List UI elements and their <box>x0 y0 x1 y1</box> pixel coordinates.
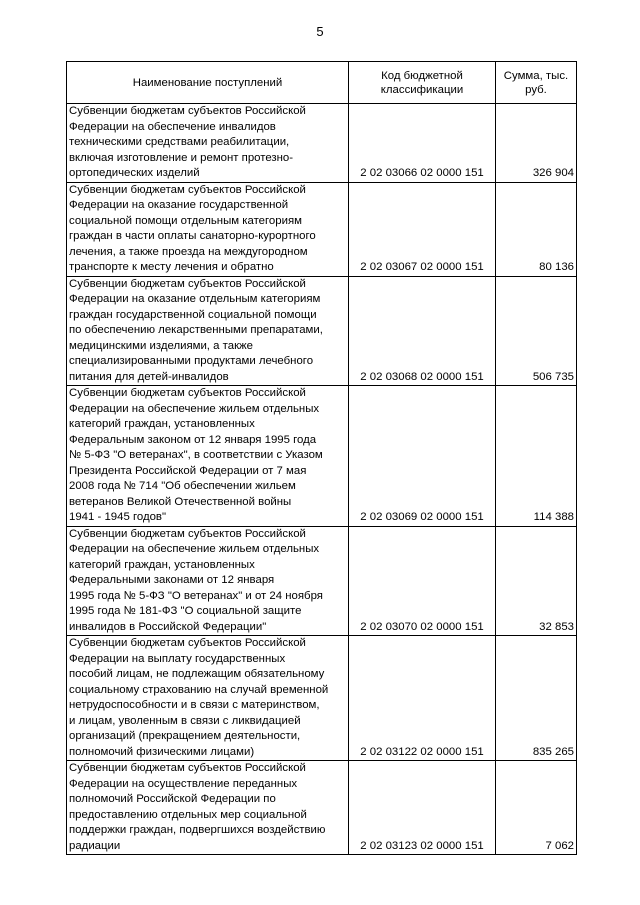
table-row <box>67 182 577 276</box>
revenue-name-line: техническими средствами реабилитации, <box>69 136 290 148</box>
revenue-name-line: Федерации на оказание государственной <box>69 199 289 211</box>
budget-code-cell: 2 02 03066 02 0000 151 <box>349 104 496 183</box>
revenue-name-line: № 5-ФЗ "О ветеранах", в соответствии с Указом <box>69 449 323 461</box>
table-row <box>67 636 577 761</box>
revenue-name-line: транспорте к месту лечения и обратно <box>69 261 274 273</box>
revenue-name-line: пособий лицам, не подлежащим обязательному <box>69 668 325 680</box>
revenue-name-line: Субвенции бюджетам субъектов Российской <box>69 183 306 196</box>
budget-code-cell: 2 02 03067 02 0000 151 <box>349 182 496 276</box>
revenue-name-line: Федерации на выплату государственных <box>69 652 286 665</box>
revenue-name-line: медицинскими изделиями, а также <box>69 339 254 352</box>
revenue-name-line: Субвенции бюджетам субъектов Российской <box>69 105 306 117</box>
revenue-name-line: ветеранов Великой Отечественной войны <box>69 495 292 508</box>
amount-cell: 326 904 <box>496 104 577 183</box>
revenue-name-line: ортопедических изделий <box>69 167 200 179</box>
revenue-name-line: и лицам, уволенным в связи с ликвидацией <box>69 714 301 727</box>
revenue-name-line: граждан государственной социальной помощи <box>69 308 317 321</box>
page-number: 5 <box>316 24 324 39</box>
amount-cell: 835 265 <box>496 636 577 761</box>
budget-code-cell: 2 02 03068 02 0000 151 <box>349 276 496 386</box>
revenue-name-line: полномочий физическими лицами) <box>69 745 255 758</box>
revenue-name-line: Федерации на осуществление переданных <box>69 777 298 790</box>
revenue-name-cell <box>67 636 349 761</box>
revenue-name-line: питания для детей-инвалидов <box>69 370 229 383</box>
revenue-name-line: социальной помощи отдельным категориям <box>69 214 302 227</box>
revenue-name-line: инвалидов в Российской Федерации" <box>69 620 267 633</box>
revenue-name-line: организаций (прекращением деятельности, <box>69 730 301 742</box>
revenue-name-cell <box>67 761 349 855</box>
table-row <box>67 526 577 636</box>
revenue-name-line: поддержки граждан, подвергшихся воздействию <box>69 824 326 836</box>
table-row <box>67 276 577 386</box>
revenue-name-line: категорий граждан, установленных <box>69 418 255 430</box>
revenue-name-line: по обеспечению лекарственными препаратами, <box>69 324 323 336</box>
budget-revenue-table <box>66 61 577 855</box>
revenue-name-line: Федерации на обеспечение инвалидов <box>69 120 276 133</box>
amount-cell: 114 388 <box>496 386 577 527</box>
table-row <box>67 761 577 855</box>
budget-code-cell: 2 02 03070 02 0000 151 <box>349 526 496 636</box>
revenue-name-line: специализированными продуктами лечебного <box>69 355 314 367</box>
table-header-row <box>67 62 577 104</box>
revenue-name-line: 1995 года № 181-ФЗ "О социальной защите <box>69 605 302 617</box>
revenue-name-line: Федеральными законами от 12 января <box>69 574 275 586</box>
header-budget-code: Код бюджетной классификации <box>349 62 496 104</box>
table-body <box>67 104 577 855</box>
revenue-name-line: включая изготовление и ремонт протезно- <box>69 151 294 164</box>
revenue-name-line: 2008 года № 714 "Об обеспечении жильем <box>69 480 296 492</box>
revenue-name-cell <box>67 276 349 386</box>
revenue-name-line: лечения, а также проезда на междугородном <box>69 245 308 258</box>
revenue-name-line: полномочий Российской Федерации по <box>69 793 276 805</box>
revenue-name-line: Федерации на обеспечение жильем отдельных <box>69 402 320 415</box>
revenue-name-line: радиации <box>69 839 121 852</box>
revenue-name-line: граждан в части оплаты санаторно-курортного <box>69 230 316 242</box>
revenue-name-cell <box>67 386 349 527</box>
revenue-name-cell <box>67 182 349 276</box>
revenue-name-line: категорий граждан, установленных <box>69 558 255 571</box>
revenue-name-line: социальному страхованию на случай временной <box>69 683 329 696</box>
revenue-name-line: Субвенции бюджетам субъектов Российской <box>69 277 306 290</box>
amount-cell: 7 062 <box>496 761 577 855</box>
revenue-name-line: Федерации на оказание отдельным категориям <box>69 293 321 305</box>
budget-code-cell: 2 02 03069 02 0000 151 <box>349 386 496 527</box>
revenue-name-line: Федеральным законом от 12 января 1995 года <box>69 433 317 446</box>
revenue-name-cell <box>67 104 349 183</box>
revenue-name-line: нетрудоспособности и в связи с материнством, <box>69 699 320 711</box>
revenue-name-line: Президента Российской Федерации от 7 мая <box>69 464 307 477</box>
revenue-name-line: 1941 - 1945 годов" <box>69 511 167 523</box>
amount-cell: 506 735 <box>496 276 577 386</box>
amount-cell: 80 136 <box>496 182 577 276</box>
revenue-name-line: предоставлению отдельных мер социальной <box>69 808 307 821</box>
table-row <box>67 386 577 527</box>
revenue-name-line: Субвенции бюджетам субъектов Российской <box>69 387 306 399</box>
revenue-name-line: Субвенции бюджетам субъектов Российской <box>69 762 306 774</box>
revenue-name-line: Субвенции бюджетам субъектов Российской <box>69 637 306 649</box>
budget-code-cell: 2 02 03122 02 0000 151 <box>349 636 496 761</box>
budget-code-cell: 2 02 03123 02 0000 151 <box>349 761 496 855</box>
table-row <box>67 104 577 183</box>
revenue-name-line: 1995 года № 5-ФЗ "О ветеранах" и от 24 ноября <box>69 589 323 602</box>
amount-cell: 32 853 <box>496 526 577 636</box>
revenue-name-cell <box>67 526 349 636</box>
revenue-name-line: Субвенции бюджетам субъектов Российской <box>69 527 306 540</box>
header-amount: Сумма, тыс. руб. <box>496 62 577 104</box>
header-revenue-name: Наименование поступлений <box>67 62 349 104</box>
revenue-name-line: Федерации на обеспечение жильем отдельных <box>69 543 320 555</box>
